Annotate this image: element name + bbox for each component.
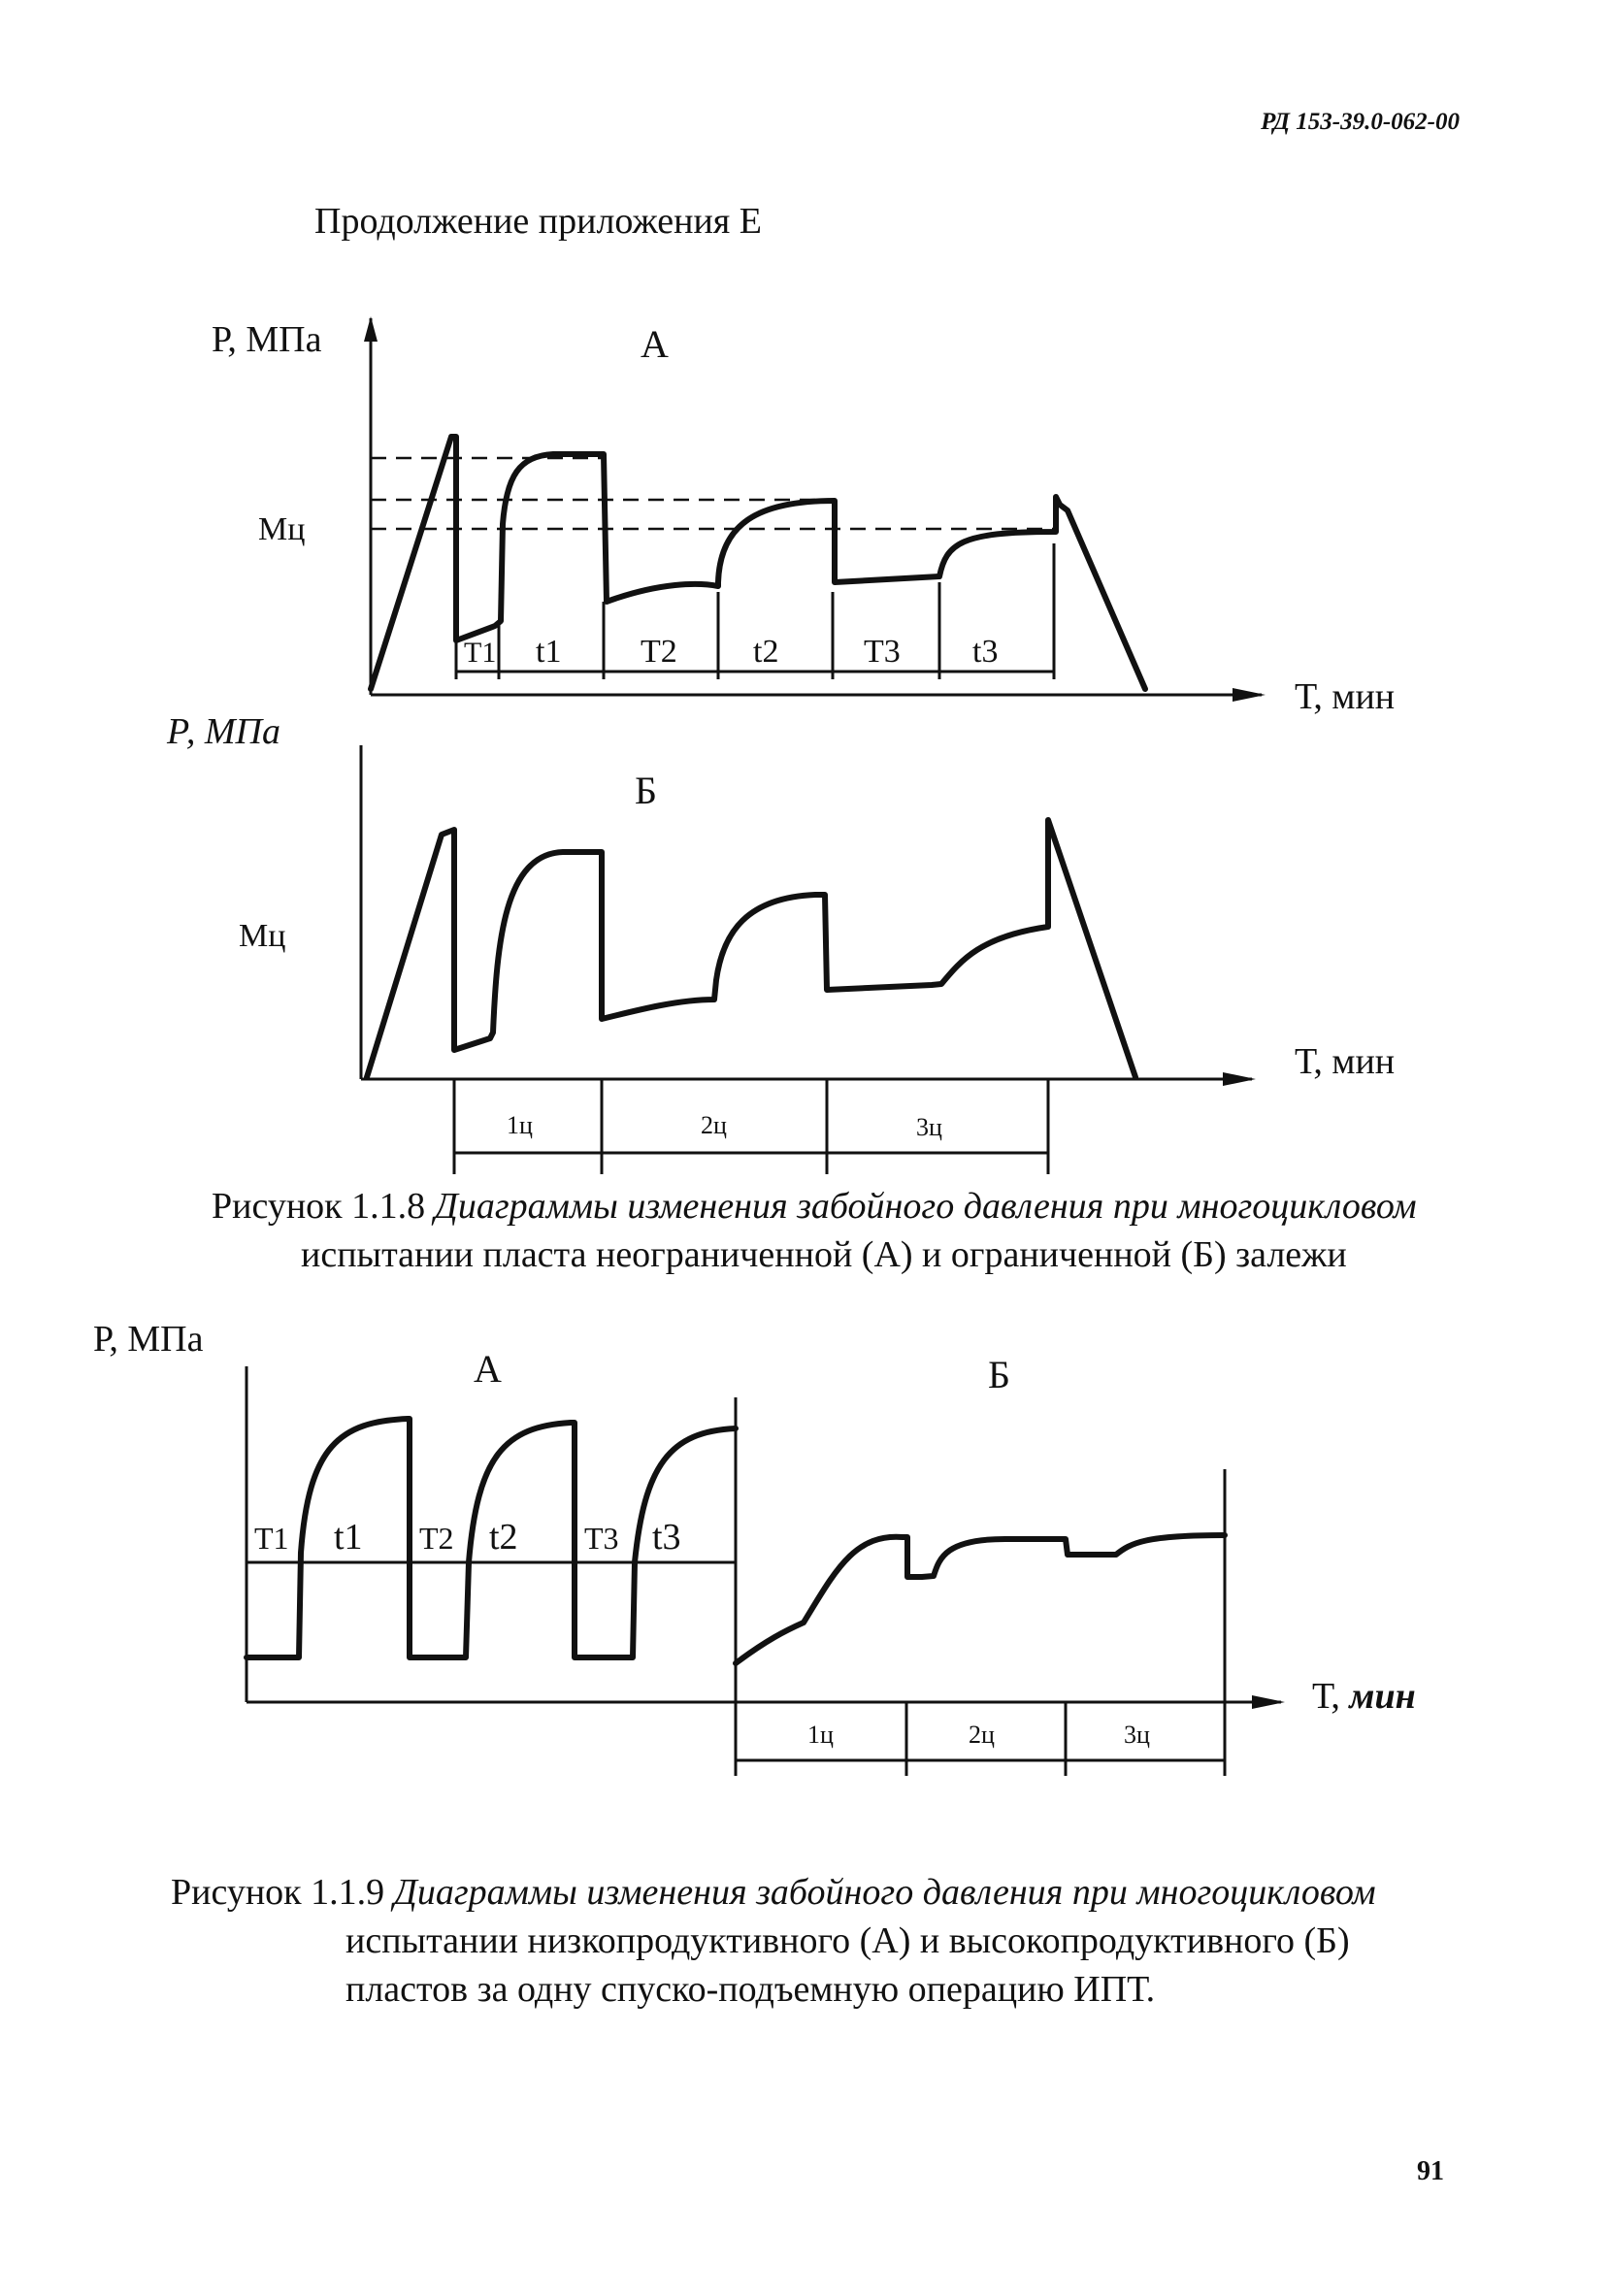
figure-1-1-9-caption: [171, 1868, 1510, 2014]
figure-1-1-8-chart-a: [212, 316, 1395, 717]
fig8-caption-line2: испытании пласта неограниченной (А) и ограниченной (Б) залежи: [301, 1234, 1347, 1275]
chart-b-x-axis-label: Т, мин: [1295, 1041, 1396, 1082]
fig9-b-pressure-curve: [736, 1535, 1225, 1663]
chart-b-mc-label: Mц: [239, 918, 286, 954]
fig8-caption-line1: Диаграммы изменения забойного давления при многоцикловом: [434, 1186, 1417, 1227]
fig8-caption-prefix: Рисунок 1.1.8: [212, 1186, 426, 1227]
chart-b-cycle-2: 2ц: [701, 1111, 727, 1139]
chart-b-cycle-3: 3ц: [916, 1113, 942, 1141]
page-number: 91: [1417, 2156, 1444, 2186]
appendix-title: Продолжение приложения Е: [314, 201, 762, 242]
fig9-interval-T3: Т3: [584, 1521, 619, 1556]
chart-a-interval-t3: t3: [972, 634, 999, 670]
document-code-header: РД 153-39.0-062-00: [1261, 109, 1460, 135]
fig9-cycle-2: 2ц: [969, 1721, 995, 1749]
fig9-x-arrow: [1252, 1695, 1285, 1709]
fig9-panel-label-b: Б: [988, 1353, 1010, 1396]
chart-a-x-arrow: [1233, 688, 1266, 702]
fig9-panel-label-a: А: [474, 1347, 502, 1391]
chart-a-x-axis-label: Т, мин: [1295, 676, 1396, 717]
fig9-caption-line2: испытании низкопродуктивного (А) и высокопродуктивного (Б): [345, 1920, 1350, 1961]
fig9-interval-t1: t1: [334, 1517, 363, 1558]
fig9-y-axis-label: Р, МПа: [93, 1319, 204, 1360]
figure-1-1-8-caption: [212, 1182, 1512, 1279]
chart-b-pressure-curve: [367, 820, 1135, 1077]
fig9-cycle-3: 3ц: [1124, 1721, 1150, 1749]
fig9-caption-line1: Диаграммы изменения забойного давления при многоцикловом: [393, 1872, 1376, 1913]
figure-1-1-8-chart-b: [166, 711, 1395, 1174]
chart-a-interval-T2: Т2: [641, 634, 677, 670]
chart-a-y-arrow: [364, 316, 378, 342]
figure-1-1-9-chart: [93, 1319, 1416, 1776]
fig9-caption-prefix: Рисунок 1.1.9: [171, 1872, 385, 1913]
chart-a-interval-t1: t1: [536, 634, 562, 670]
chart-b-cycle-1: 1ц: [507, 1111, 533, 1139]
fig9-a-interval-markers: [247, 1397, 736, 1776]
fig9-interval-t2: t2: [489, 1517, 518, 1558]
chart-b-cycle-markers: [454, 1079, 1048, 1174]
fig9-interval-t3: t3: [652, 1517, 681, 1558]
chart-a-mc-label: Mц: [258, 511, 306, 547]
chart-a-interval-T1: Т1: [464, 637, 497, 669]
fig9-x-axis-label: Т, мин: [1312, 1676, 1416, 1717]
chart-a-interval-t2: t2: [753, 634, 779, 670]
fig9-cycle-1: 1ц: [807, 1721, 834, 1749]
chart-b-y-axis-label: Р, МПа: [167, 711, 280, 752]
fig9-interval-T2: Т2: [419, 1521, 454, 1556]
chart-a-interval-T3: Т3: [864, 634, 901, 670]
chart-a-y-axis-label: Р, МПа: [212, 319, 322, 360]
fig9-interval-T1: Т1: [254, 1521, 289, 1556]
chart-a-panel-label: А: [641, 322, 669, 366]
chart-b-x-arrow: [1223, 1072, 1256, 1086]
fig9-caption-line3: пластов за одну спуско-подъемную операцию ИПТ.: [345, 1969, 1156, 2010]
chart-b-panel-label: Б: [635, 769, 657, 812]
